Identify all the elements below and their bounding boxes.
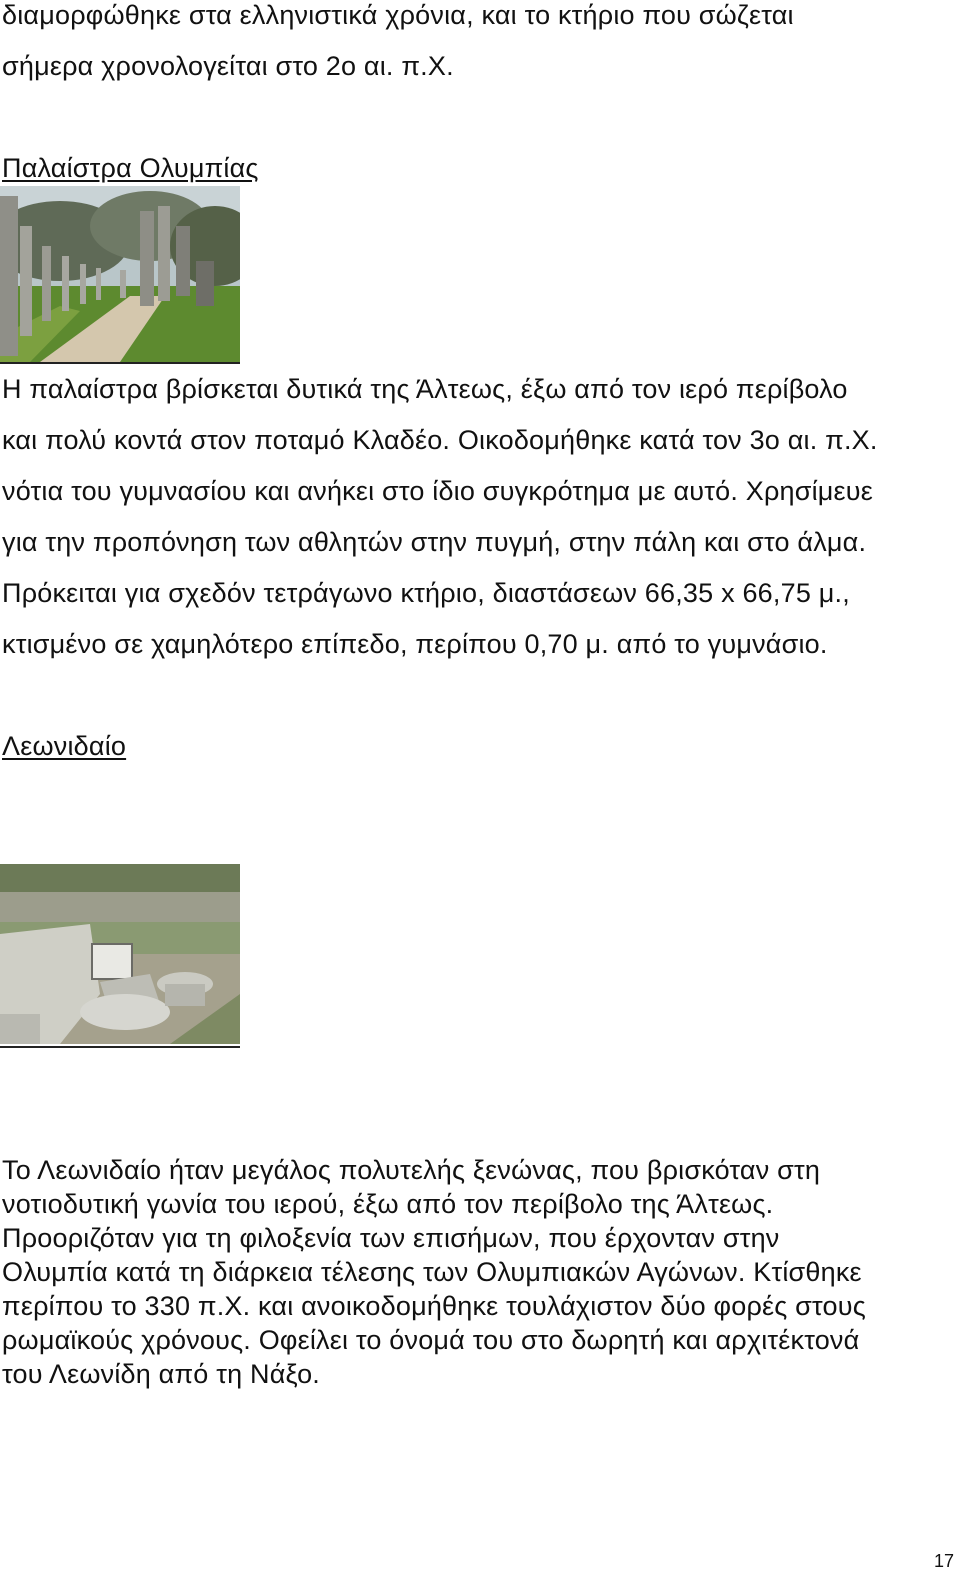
palaistra-photo — [0, 186, 240, 362]
leonidaio-heading: Λεωνιδαίο — [2, 731, 127, 761]
leonidaio-line-3: Προοριζόταν για τη φιλοξενία των επισήμων, που έρχονταν στην — [2, 1223, 780, 1253]
intro-line-2: σήμερα χρονολογείται στο 2ο αι. π.Χ. — [2, 51, 454, 81]
palaistra-line-6: κτισμένο σε χαμηλότερο επίπεδο, περίπου 0,70 μ. από το γυμνάσιο. — [2, 629, 828, 659]
leonidaio-line-2: νοτιοδυτική γωνία του ιερού, έξω από τον περίβολο της Άλτεως. — [2, 1189, 774, 1219]
palaistra-line-5: Πρόκειται για σχεδόν τετράγωνο κτήριο, διαστάσεων 66,35 x 66,75 μ., — [2, 578, 850, 608]
palaistra-line-1: Η παλαίστρα βρίσκεται δυτικά της Άλτεως, έξω από τον ιερό περίβολο — [2, 374, 848, 404]
intro-line-1: διαμορφώθηκε στα ελληνιστικά χρόνια, και το κτήριο που σώζεται — [2, 0, 794, 30]
palaistra-heading: Παλαίστρα Ολυμπίας — [2, 153, 259, 183]
leonidaio-line-5: περίπου το 330 π.Χ. και ανοικοδομήθηκε τουλάχιστον δύο φορές στους — [2, 1291, 866, 1321]
palaistra-line-3: νότια του γυμνασίου και ανήκει στο ίδιο συγκρότημα με αυτό. Χρησίμευε — [2, 476, 873, 506]
palaistra-line-4: για την προπόνηση των αθλητών στην πυγμή, στην πάλη και στο άλμα. — [2, 527, 867, 557]
leonidaio-line-7: του Λεωνίδη από τη Νάξο. — [2, 1359, 321, 1389]
leonidaio-line-1: Το Λεωνιδαίο ήταν μεγάλος πολυτελής ξενώνας, που βρισκόταν στη — [2, 1155, 821, 1185]
leonidaio-line-4: Ολυμπία κατά τη διάρκεια τέλεσης των Ολυμπιακών Αγώνων. Κτίσθηκε — [2, 1257, 862, 1287]
leonidaio-photo-rule — [0, 1046, 240, 1048]
palaistra-photo-rule — [0, 362, 240, 364]
page-number: 17 — [933, 1551, 954, 1571]
palaistra-line-2: και πολύ κοντά στον ποταμό Κλαδέο. Οικοδομήθηκε κατά τον 3ο αι. π.Χ. — [2, 425, 878, 455]
leonidaio-photo — [0, 864, 240, 1044]
leonidaio-line-6: ρωμαϊκούς χρόνους. Οφείλει το όνομά του στο δωρητή και αρχιτέκτονά — [2, 1325, 860, 1355]
